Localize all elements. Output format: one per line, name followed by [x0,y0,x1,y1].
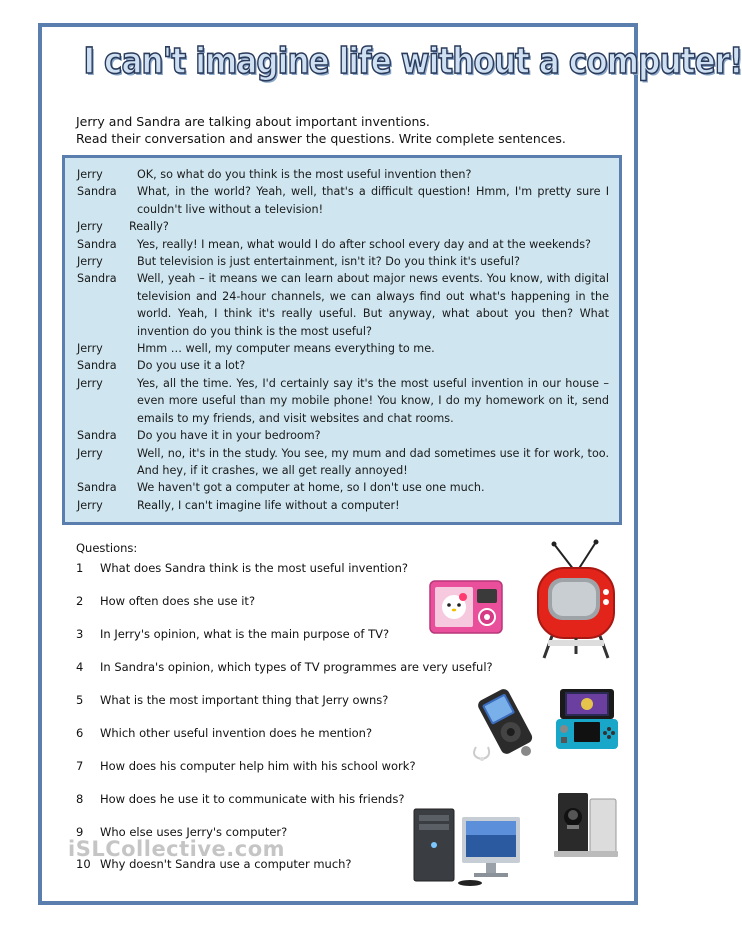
dialogue-text: Hmm … well, my computer means everything to me. [137,342,435,356]
instructions-line-1: Jerry and Sandra are talking about important inventions. [76,114,430,129]
question-number: 8 [76,792,84,806]
speaker: Sandra [77,272,117,286]
question-item [76,594,255,608]
question-item [76,660,493,674]
worksheet-title: I can't imagine life without a computer! [83,41,742,82]
worksheet-frame [38,23,742,905]
speaker: Jerry [77,498,103,512]
question-text: Which other useful invention does he mention? [100,726,373,740]
dialogue-line [77,166,609,183]
dialogue-line [77,253,609,270]
dialogue-line [77,427,609,444]
dialogue-text: Well, yeah – it means we can learn about major news events. You know, with digital television and 24-hour channels, we can always find out what's happening in the world. Yeah, I think it's really useful. But anyway, what about you then? What invention do you think is the most useful? [137,272,609,338]
dialogue-line [77,357,609,374]
instructions [76,113,616,147]
question-number: 10 [76,857,91,871]
questions-heading: Questions: [76,541,138,555]
question-item [76,693,388,707]
question-text: In Sandra's opinion, which types of TV programmes are very useful? [100,660,493,674]
red-tv-icon [534,540,618,660]
dialogue-line [77,218,609,235]
dialogue-text: OK, so what do you think is the most useful invention then? [137,168,472,181]
question-number: 1 [76,561,84,575]
speaker: Sandra [77,185,117,199]
speaker: Jerry [77,376,103,390]
question-text: In Jerry's opinion, what is the main purpose of TV? [100,627,390,641]
dialogue-line [77,497,609,514]
dialogue-line [77,479,609,496]
speaker: Sandra [77,481,117,495]
dialogue-line [77,270,609,340]
desktop-computer-icon [406,805,526,887]
question-number: 7 [76,759,84,773]
conversation-box [62,155,622,525]
handheld-console-icon [554,687,620,751]
question-text: How does his computer help him with his school work? [100,759,416,773]
dialogue-line [77,236,609,253]
speaker: Jerry [77,168,103,181]
question-number: 9 [76,825,84,839]
speaker: Sandra [77,429,117,443]
question-text: What does Sandra think is the most useful invention? [100,561,408,575]
dialogue-text: Well, no, it's in the study. You see, my mum and dad sometimes use it for work, too. And hey, if it crashes, we all get really annoyed! [137,446,609,477]
mp3-player-icon [466,687,538,761]
question-text: Who else uses Jerry's computer? [100,825,288,839]
question-item [76,561,408,575]
instructions-line-2: Read their conversation and answer the questions. Write complete sentences. [76,131,566,146]
speaker: Jerry [77,220,103,234]
dialogue-text: Really, I can't imagine life without a computer! [137,498,400,512]
speaker: Jerry [77,255,103,269]
dialogue-text: But television is just entertainment, isn't it? Do you think it's useful? [137,255,520,269]
speaker: Sandra [77,237,117,251]
question-number: 5 [76,693,84,707]
question-number: 2 [76,594,84,608]
question-item [76,759,416,773]
dialogue-text: Do you have it in your bedroom? [137,429,321,443]
question-text: Why doesn't Sandra use a computer much? [100,857,352,871]
pink-camera-icon [428,577,504,635]
question-item [76,726,372,740]
dialogue-line [77,445,609,480]
speaker: Jerry [77,342,103,356]
dialogue-line [77,375,609,427]
question-number: 6 [76,726,84,740]
question-number: 3 [76,627,84,641]
dialogue-text: Yes, really! I mean, what would I do after school every day and at the weekends? [137,237,591,251]
watermark: iSLCollective.com [68,837,286,861]
dialogue-text: What, in the world? Yeah, well, that's a difficult question! Hmm, I'm pretty sure I couldn't live without a television! [137,185,609,216]
question-text: How does he use it to communicate with his friends? [100,792,405,806]
question-number: 4 [76,660,84,674]
dialogue-text: Do you use it a lot? [137,359,246,373]
question-text: What is the most important thing that Jerry owns? [100,693,389,707]
game-console-icon [550,789,622,861]
question-item [76,792,404,806]
dialogue-text: Yes, all the time. Yes, I'd certainly say it's the most useful invention in our house – even more useful than my mobile phone! You know, I do my homework on it, send emails to my friends, and visit websites and chat rooms. [137,376,609,425]
question-item [76,627,389,641]
speaker: Jerry [77,446,103,460]
dialogue-line [77,340,609,357]
dialogue-text: We haven't got a computer at home, so I don't use one much. [137,481,485,495]
dialogue-line [77,183,609,218]
speaker: Sandra [77,359,117,373]
question-text: How often does she use it? [100,594,256,608]
dialogue-text: Really? [129,220,169,234]
